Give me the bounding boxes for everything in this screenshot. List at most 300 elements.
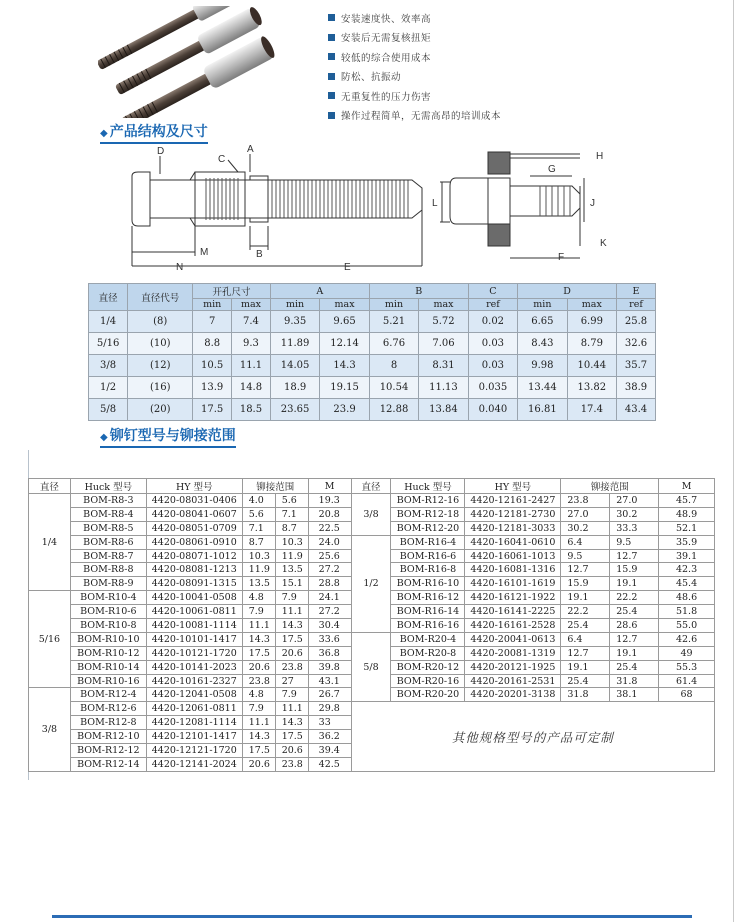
product-photo (98, 6, 288, 118)
table-cell: 20.8 (308, 507, 351, 521)
table-cell: 4420-12081-1114 (146, 716, 242, 730)
bullet-square-icon (328, 34, 335, 41)
th-huck: Huck 型号 (391, 479, 465, 494)
table-cell: BOM-R10-6 (70, 605, 146, 619)
table-cell: 19.3 (308, 494, 351, 508)
table-cell: BOM-R16-16 (391, 619, 465, 633)
th-max: max (567, 299, 616, 311)
table-cell: 14.3 (275, 716, 308, 730)
th-hole: 开孔尺寸 (193, 284, 271, 299)
feature-item: 操作过程简单，无需高昂的培训成本 (328, 106, 708, 126)
table-cell: 19.1 (561, 591, 610, 605)
table-cell: 4420-08071-1012 (146, 549, 242, 563)
label-L: L (432, 198, 438, 209)
table-cell: (8) (128, 311, 193, 333)
table-cell: 0.040 (468, 399, 517, 421)
table-cell: 4.8 (242, 688, 275, 702)
table-row (29, 632, 715, 646)
table-cell: 4420-12181-2730 (465, 507, 561, 521)
table-cell: 4420-12141-2024 (146, 757, 242, 771)
table-cell: 4420-12161-2427 (465, 494, 561, 508)
table-cell: 4420-20121-1925 (465, 660, 561, 674)
feature-item: 安装速度快、效率高 (328, 8, 708, 28)
table-cell: 52.1 (659, 521, 715, 535)
table-cell: BOM-R20-16 (391, 674, 465, 688)
table-cell: 6.4 (561, 535, 610, 549)
table-cell: 38.1 (610, 688, 659, 702)
label-J: J (590, 198, 595, 209)
table-cell: 4420-16141-2225 (465, 605, 561, 619)
table-cell: 13.82 (567, 377, 616, 399)
table-cell: 27.2 (308, 605, 351, 619)
table-cell: 9.65 (320, 311, 369, 333)
label-H: H (596, 151, 604, 162)
table-cell: 33 (308, 716, 351, 730)
table-cell: 17.5 (242, 646, 275, 660)
table-cell: 25.4 (610, 605, 659, 619)
th-A: A (270, 284, 369, 299)
th-diameter: 直径 (89, 284, 128, 311)
table-cell: 4420-12181-3033 (465, 521, 561, 535)
table-cell: 33.6 (308, 632, 351, 646)
table-cell: 13.9 (193, 377, 232, 399)
section-title-structure: ◆ 产品结构及尺寸 (100, 121, 208, 144)
feature-list (328, 8, 708, 125)
diamond-icon: ◆ (100, 432, 108, 443)
table-cell: (20) (128, 399, 193, 421)
feature-item: 防松、抗振动 (328, 67, 708, 87)
table-cell: 12.88 (369, 399, 418, 421)
th-min: min (270, 299, 319, 311)
table-cell: 15.9 (610, 563, 659, 577)
table-cell: BOM-R8-7 (70, 549, 146, 563)
table-cell: 14.3 (320, 355, 369, 377)
table-cell: 23.8 (561, 494, 610, 508)
table-cell: BOM-R20-4 (391, 632, 465, 646)
table-cell: 11.13 (419, 377, 468, 399)
label-M: M (200, 247, 209, 258)
table-cell: BOM-R12-14 (70, 757, 146, 771)
table-cell: 4420-10161-2327 (146, 674, 242, 688)
table-cell: 7.9 (242, 702, 275, 716)
table-cell: 25.8 (617, 311, 656, 333)
table-cell: BOM-R20-12 (391, 660, 465, 674)
table-cell: 14.05 (270, 355, 319, 377)
table-cell: 0.035 (468, 377, 517, 399)
dimension-table-body (89, 311, 656, 421)
table-cell: 42.3 (659, 563, 715, 577)
table-cell: 39.8 (308, 660, 351, 674)
table-cell: 4420-12121-1720 (146, 744, 242, 758)
table-cell: 4420-12041-0508 (146, 688, 242, 702)
table-cell: 8.7 (275, 521, 308, 535)
structure-diagram (110, 142, 630, 276)
table-cell: 13.5 (275, 563, 308, 577)
table-cell: 4420-16061-1013 (465, 549, 561, 563)
table-cell: 15.1 (275, 577, 308, 591)
table-cell: 12.7 (610, 549, 659, 563)
table-cell: 19.1 (610, 577, 659, 591)
table-cell: 8.7 (242, 535, 275, 549)
table-cell: 14.8 (232, 377, 271, 399)
table-cell: 10.54 (369, 377, 418, 399)
label-A: A (247, 144, 254, 155)
table-cell: 4420-08081-1213 (146, 563, 242, 577)
table-row (29, 494, 715, 508)
table-cell: 7.9 (275, 591, 308, 605)
model-range-table (28, 478, 715, 772)
table-cell: 27.0 (610, 494, 659, 508)
th-E: E (617, 284, 656, 299)
table-cell: BOM-R8-6 (70, 535, 146, 549)
table-cell: 5.6 (242, 507, 275, 521)
table-cell: 6.65 (518, 311, 567, 333)
table-cell: 5.6 (275, 494, 308, 508)
table-cell: 4420-12101-1417 (146, 730, 242, 744)
label-K: K (600, 238, 607, 249)
table-cell: 30.2 (561, 521, 610, 535)
table-cell: 43.4 (617, 399, 656, 421)
table-cell: 11.89 (270, 333, 319, 355)
th-dia: 直径 (351, 479, 391, 494)
table-cell: BOM-R20-20 (391, 688, 465, 702)
table-cell: BOM-R10-12 (70, 646, 146, 660)
table-cell: 27.2 (308, 563, 351, 577)
th-C: C (468, 284, 517, 299)
table-cell: 29.8 (308, 702, 351, 716)
table-cell: 23.8 (242, 674, 275, 688)
bullet-square-icon (328, 53, 335, 60)
label-G: G (548, 164, 556, 175)
table-cell: 27 (275, 674, 308, 688)
table-cell: 4420-08041-0607 (146, 507, 242, 521)
table-cell: 10.5 (193, 355, 232, 377)
th-min: min (369, 299, 418, 311)
table-cell: 12.7 (610, 632, 659, 646)
table-cell: 9.35 (270, 311, 319, 333)
table-cell: 22.5 (308, 521, 351, 535)
table-cell: (10) (128, 333, 193, 355)
table-cell: BOM-R10-4 (70, 591, 146, 605)
table-cell: 17.5 (275, 730, 308, 744)
table-cell: 33.3 (610, 521, 659, 535)
table-cell: 10.3 (275, 535, 308, 549)
table-cell: 4420-10041-0508 (146, 591, 242, 605)
table-cell: 0.02 (468, 311, 517, 333)
pin-drawing (132, 154, 422, 266)
table-cell: 19.1 (610, 646, 659, 660)
table-cell: 4420-20081-1319 (465, 646, 561, 660)
page-right-border (733, 0, 734, 922)
table-cell: 36.2 (308, 730, 351, 744)
table-cell: 11.1 (275, 605, 308, 619)
bullet-square-icon (328, 14, 335, 21)
feature-item: 无重复性的压力伤害 (328, 86, 708, 106)
table-cell: 30.4 (308, 619, 351, 633)
table-cell: 5.72 (419, 311, 468, 333)
table-cell: 17.5 (193, 399, 232, 421)
th-hy: HY 型号 (465, 479, 561, 494)
table-cell: 7.9 (275, 688, 308, 702)
pin-dimension-labels (157, 144, 351, 273)
table-cell: 48.9 (659, 507, 715, 521)
title-underline (100, 446, 236, 448)
table-cell: 4.0 (242, 494, 275, 508)
table-cell: 12.7 (561, 563, 610, 577)
table-cell: 7.9 (242, 605, 275, 619)
table-cell: BOM-R8-3 (70, 494, 146, 508)
table-cell: 0.03 (468, 355, 517, 377)
table-cell: 4420-20041-0613 (465, 632, 561, 646)
table-cell: BOM-R8-4 (70, 507, 146, 521)
table-cell: 5.21 (369, 311, 418, 333)
th-D: D (518, 284, 617, 299)
diamond-icon: ◆ (100, 128, 108, 139)
table-cell: BOM-R8-5 (70, 521, 146, 535)
table-cell: BOM-R10-10 (70, 632, 146, 646)
table-cell: 7.1 (275, 507, 308, 521)
th-B: B (369, 284, 468, 299)
table-cell: 28.8 (308, 577, 351, 591)
table-cell: 20.6 (242, 660, 275, 674)
table-cell: 11.1 (232, 355, 271, 377)
table-cell: 11.1 (242, 619, 275, 633)
table-cell: 39.4 (308, 744, 351, 758)
feature-item: 安装后无需复核扭矩 (328, 28, 708, 48)
table-cell: 32.6 (617, 333, 656, 355)
table-cell: 23.65 (270, 399, 319, 421)
table-cell: 4420-08061-0910 (146, 535, 242, 549)
table-cell: 13.44 (518, 377, 567, 399)
label-D: D (157, 146, 165, 157)
bottom-bar (52, 915, 692, 918)
table-cell: 27.0 (561, 507, 610, 521)
custom-spec-note: 其他规格型号的产品可定制 (351, 702, 714, 771)
table-row (89, 399, 656, 421)
table-cell: 48.6 (659, 591, 715, 605)
table-cell: 10.3 (242, 549, 275, 563)
table-cell: BOM-R12-20 (391, 521, 465, 535)
table-cell: BOM-R12-6 (70, 702, 146, 716)
table-cell: 45.7 (659, 494, 715, 508)
section-title-models: ◆ 铆钉型号与铆接范围 (100, 425, 236, 448)
table-cell: 55.0 (659, 619, 715, 633)
th-hy: HY 型号 (146, 479, 242, 494)
table-cell: 31.8 (561, 688, 610, 702)
table-cell: 9.5 (610, 535, 659, 549)
th-range: 铆接范围 (242, 479, 308, 494)
table-cell: 7.06 (419, 333, 468, 355)
th-min: min (193, 299, 232, 311)
table-cell: 15.9 (561, 577, 610, 591)
table-cell: 1/4 (89, 311, 128, 333)
th-range: 铆接范围 (561, 479, 659, 494)
table-cell: 35.7 (617, 355, 656, 377)
table-cell: 55.3 (659, 660, 715, 674)
table-cell: 42.6 (659, 632, 715, 646)
table-cell: 4420-10061-0811 (146, 605, 242, 619)
th-ref: ref (468, 299, 517, 311)
table-cell: 8.43 (518, 333, 567, 355)
table-row (89, 377, 656, 399)
diameter-group-cell: 1/2 (351, 535, 391, 632)
table-cell: 14.3 (242, 632, 275, 646)
table-cell: BOM-R16-6 (391, 549, 465, 563)
table-cell: 24.0 (308, 535, 351, 549)
table-cell: 25.4 (610, 660, 659, 674)
table-cell: 4.8 (242, 591, 275, 605)
table-cell: 4420-08051-0709 (146, 521, 242, 535)
table-cell: 14.3 (275, 619, 308, 633)
diameter-group-cell: 5/16 (29, 591, 71, 688)
table-cell: BOM-R12-10 (70, 730, 146, 744)
table-cell: 25.6 (308, 549, 351, 563)
table-cell: 3/8 (89, 355, 128, 377)
label-C: C (218, 154, 226, 165)
table-cell: 38.9 (617, 377, 656, 399)
table-cell: 28.6 (610, 619, 659, 633)
table-cell: 8 (369, 355, 418, 377)
table-cell: 4420-16101-1619 (465, 577, 561, 591)
table-cell: 6.76 (369, 333, 418, 355)
table-cell: 25.4 (561, 619, 610, 633)
table-cell: BOM-R12-18 (391, 507, 465, 521)
table-cell: 51.8 (659, 605, 715, 619)
table-cell: 4420-12061-0811 (146, 702, 242, 716)
table-cell: 5/16 (89, 333, 128, 355)
table-cell: 7 (193, 311, 232, 333)
th-ref: ref (617, 299, 656, 311)
table-cell: 9.5 (561, 549, 610, 563)
table-cell: 39.1 (659, 549, 715, 563)
table-cell: 12.7 (561, 646, 610, 660)
table-cell: 7.1 (242, 521, 275, 535)
model-range-table-body (29, 494, 715, 772)
installed-drawing (440, 152, 584, 258)
table-cell: 22.2 (610, 591, 659, 605)
table-cell: 23.9 (320, 399, 369, 421)
table-row (89, 311, 656, 333)
table-cell: 36.8 (308, 646, 351, 660)
table-cell: 4420-08091-1315 (146, 577, 242, 591)
table-cell: BOM-R8-9 (70, 577, 146, 591)
table-cell: 26.7 (308, 688, 351, 702)
label-B: B (256, 249, 263, 260)
diameter-group-cell: 3/8 (29, 688, 71, 771)
diameter-group-cell: 1/4 (29, 494, 71, 591)
table-cell: 43.1 (308, 674, 351, 688)
table-cell: 30.2 (610, 507, 659, 521)
table-cell: 6.4 (561, 632, 610, 646)
table-cell: (12) (128, 355, 193, 377)
bullet-square-icon (328, 112, 335, 119)
table-cell: 13.84 (419, 399, 468, 421)
table-cell: 17.4 (567, 399, 616, 421)
table-cell: 24.1 (308, 591, 351, 605)
table-cell: BOM-R16-10 (391, 577, 465, 591)
table-cell: 49 (659, 646, 715, 660)
table-cell: 20.6 (275, 744, 308, 758)
table-cell: BOM-R12-8 (70, 716, 146, 730)
table-cell: 9.3 (232, 333, 271, 355)
table-cell: 25.4 (561, 674, 610, 688)
table-row (89, 333, 656, 355)
table-cell: 20.6 (242, 757, 275, 771)
table-cell: BOM-R10-14 (70, 660, 146, 674)
th-dia: 直径 (29, 479, 71, 494)
th-max: max (419, 299, 468, 311)
table-cell: 68 (659, 688, 715, 702)
th-max: max (232, 299, 271, 311)
table-cell: 8.31 (419, 355, 468, 377)
table-cell: 35.9 (659, 535, 715, 549)
table-cell: 4420-08031-0406 (146, 494, 242, 508)
table-row (89, 355, 656, 377)
table-cell: 4420-16081-1316 (465, 563, 561, 577)
label-F: F (558, 252, 565, 263)
th-code: 直径代号 (128, 284, 193, 311)
installed-dimension-labels (432, 151, 607, 263)
table-cell: 14.3 (242, 730, 275, 744)
dimension-table (88, 283, 656, 421)
table-cell: 4420-10081-1114 (146, 619, 242, 633)
th-m: M (659, 479, 715, 494)
table-cell: BOM-R12-4 (70, 688, 146, 702)
table-cell: BOM-R20-8 (391, 646, 465, 660)
table-cell: 5/8 (89, 399, 128, 421)
th-min: min (518, 299, 567, 311)
table-cell: 6.99 (567, 311, 616, 333)
table-cell: BOM-R10-8 (70, 619, 146, 633)
table-cell: 13.5 (242, 577, 275, 591)
table-cell: 4420-10141-2023 (146, 660, 242, 674)
th-max: max (320, 299, 369, 311)
table-cell: 10.44 (567, 355, 616, 377)
table-cell: 19.1 (561, 660, 610, 674)
table-cell: 12.14 (320, 333, 369, 355)
table-row (29, 535, 715, 549)
table-cell: 7.4 (232, 311, 271, 333)
table-row (29, 702, 715, 716)
th-m: M (308, 479, 351, 494)
table-cell: 0.03 (468, 333, 517, 355)
table-cell: 18.5 (232, 399, 271, 421)
table-cell: 23.8 (275, 660, 308, 674)
bullet-square-icon (328, 73, 335, 80)
table-cell: 11.9 (275, 549, 308, 563)
table-cell: 22.2 (561, 605, 610, 619)
table-cell: 11.9 (242, 563, 275, 577)
th-huck: Huck 型号 (70, 479, 146, 494)
table-cell: 45.4 (659, 577, 715, 591)
diameter-group-cell: 3/8 (351, 494, 391, 536)
label-E: E (344, 262, 351, 273)
table-cell: 8.8 (193, 333, 232, 355)
table-cell: BOM-R12-16 (391, 494, 465, 508)
bullet-square-icon (328, 92, 335, 99)
table-cell: BOM-R16-12 (391, 591, 465, 605)
table-cell: BOM-R16-4 (391, 535, 465, 549)
table-cell: 4420-16121-1922 (465, 591, 561, 605)
label-N: N (176, 262, 184, 273)
table-cell: BOM-R10-16 (70, 674, 146, 688)
table-cell: 61.4 (659, 674, 715, 688)
table-cell: 4420-16161-2528 (465, 619, 561, 633)
table-cell: 17.5 (275, 632, 308, 646)
table-cell: 11.1 (242, 716, 275, 730)
table-cell: 9.98 (518, 355, 567, 377)
table-cell: (16) (128, 377, 193, 399)
